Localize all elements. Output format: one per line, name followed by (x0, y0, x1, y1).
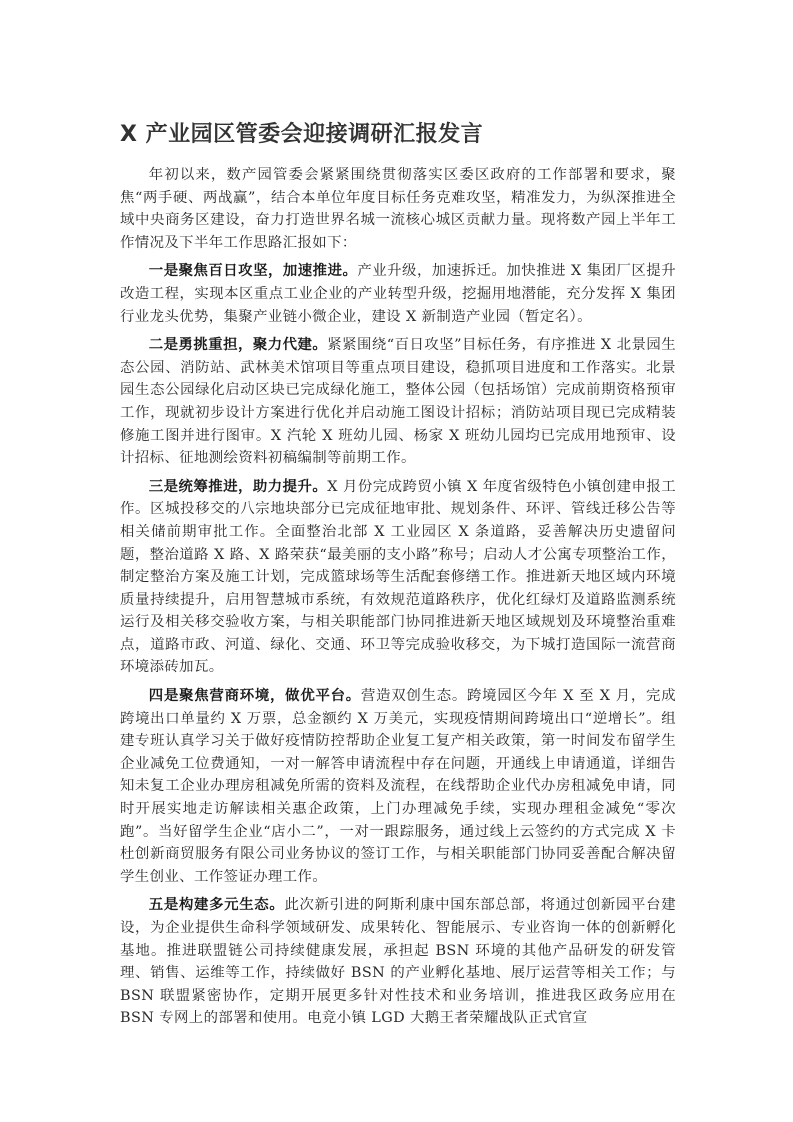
section-lead-3: 三是统筹推进，助力提升。 (148, 478, 328, 495)
section-text-1: 产业升级，加速拆迁。加快推进 X 集团厂区提升改造工程，实现本区重点工业企业的产业转型升级，挖掘用地潜能，充分发挥 X 集团行业龙头优势，集聚产业链小微企业，建设 X 新制造产业园（暂定名）。 (120, 263, 676, 325)
section-text-5: 此次新引进的阿斯利康中国东部总部，将通过创新园平台建设，为企业提供生命科学领域研发、成果转化、智能展示、专业咨询一体的创新孵化基地。推进联盟链公司持续健康发展，承担起 BSN 环境的其他产品研发的研发管理、销售、运维等工作，持续做好 BSN 的产业孵化基地、展厅运营等相关工作；与 BSN 联盟紧密协作，定期开展更多针对性技术和业务培训，推进我区政务应用在 BSN 专网上的部署和使用。电竞小镇 LGD 大鹅王者荣耀战队正式官宣 (120, 897, 676, 1027)
section-lead-1: 一是聚焦百日攻坚，加速推进。 (148, 263, 358, 280)
section-lead-4: 四是聚焦营商环境，做优平台。 (148, 688, 361, 705)
section-paragraph-5 (120, 894, 676, 1030)
intro-paragraph: 年初以来，数产园管委会紧紧围绕贯彻落实区委区政府的工作部署和要求，聚焦“两手硬、两战赢”，结合本单位年度目标任务克难攻坚，精准发力，为纵深推进全域中央商务区建设，奋力打造世界名城一流核心城区贡献力量。现将数产园上半年工作情况及下半年工作思路汇报如下： (120, 167, 676, 251)
section-lead-2: 二是勇挑重担，聚力代建。 (148, 337, 328, 354)
section-paragraph-2 (120, 334, 676, 470)
section-text-4: 营造双创生态。跨境园区今年 X 至 X 月，完成跨境出口单量约 X 万票，总金额约 X 万美元，实现疫情期间跨境出口“逆增长”。组建专班认真学习关于做好疫情防控帮助企业复工复产相关政策，第一时间发布留学生企业减免工位费通知，一对一解答申请流程中存在问题，开通线上申请通道，详细告知未复工企业办理房租减免所需的资料及流程，在线帮助企业代办房租减免申请，同时开展实地走访解读相关惠企政策，上门办理减免手续，实现办理租金减免“零次跑”。当好留学生企业“店小二”，一对一跟踪服务，通过线上云签约的方式完成 X 卡杜创新商贸服务有限公司业务协议的签订工作，与相关职能部门协同妥善配合解决留学生创业、工作签证办理工作。 (120, 688, 676, 885)
section-paragraph-3 (120, 476, 676, 679)
section-text-2: 紧紧围绕“百日攻坚”目标任务，有序推进 X 北景园生态公园、消防站、武林美术馆项目等重点项目建设，稳抓项目进度和工作落实。北景园生态公园绿化启动区块已完成绿化施工，整体公园（包括场馆）完成前期资格预审工作，现就初步设计方案进行优化并启动施工图设计招标；消防站项目现已完成精装修施工图并进行图审。X 汽轮 X 班幼儿园、杨家 X 班幼儿园均已完成用地预审、设计招标、征地测绘资料初稿编制等前期工作。 (120, 337, 676, 467)
document-title: X 产业园区管委会迎接调研汇报发言 (120, 122, 484, 147)
section-lead-5: 五是构建多元生态。 (148, 897, 285, 914)
section-paragraph-1 (120, 260, 676, 328)
document-body (120, 164, 676, 1036)
section-paragraph-4 (120, 685, 676, 888)
section-text-3: X 月份完成跨贸小镇 X 年度省级特色小镇创建申报工作。区城投移交的八宗地块部分已完成征地审批、规划条件、环评、管线迁移公告等相关储前期审批工作。全面整治北部 X 工业园区 X 条道路，妥善解决历史遗留问题，整治道路 X 路、X 路荣获“最美丽的支小路”称号；启动人才公寓专项整治工作，制定整治方案及施工计划，完成篮球场等生活配套修缮工作。推进新天地区域内环境质量持续提升，启用智慧城市系统，有效规范道路秩序，优化红绿灯及道路监测系统运行及相关移交验收方案，与相关职能部门协同推进新天地区域规划及环境整治重难点，道路市政、河道、绿化、交通、环卫等完成验收移交，为下城打造国际一流营商环境添砖加瓦。 (120, 478, 676, 676)
